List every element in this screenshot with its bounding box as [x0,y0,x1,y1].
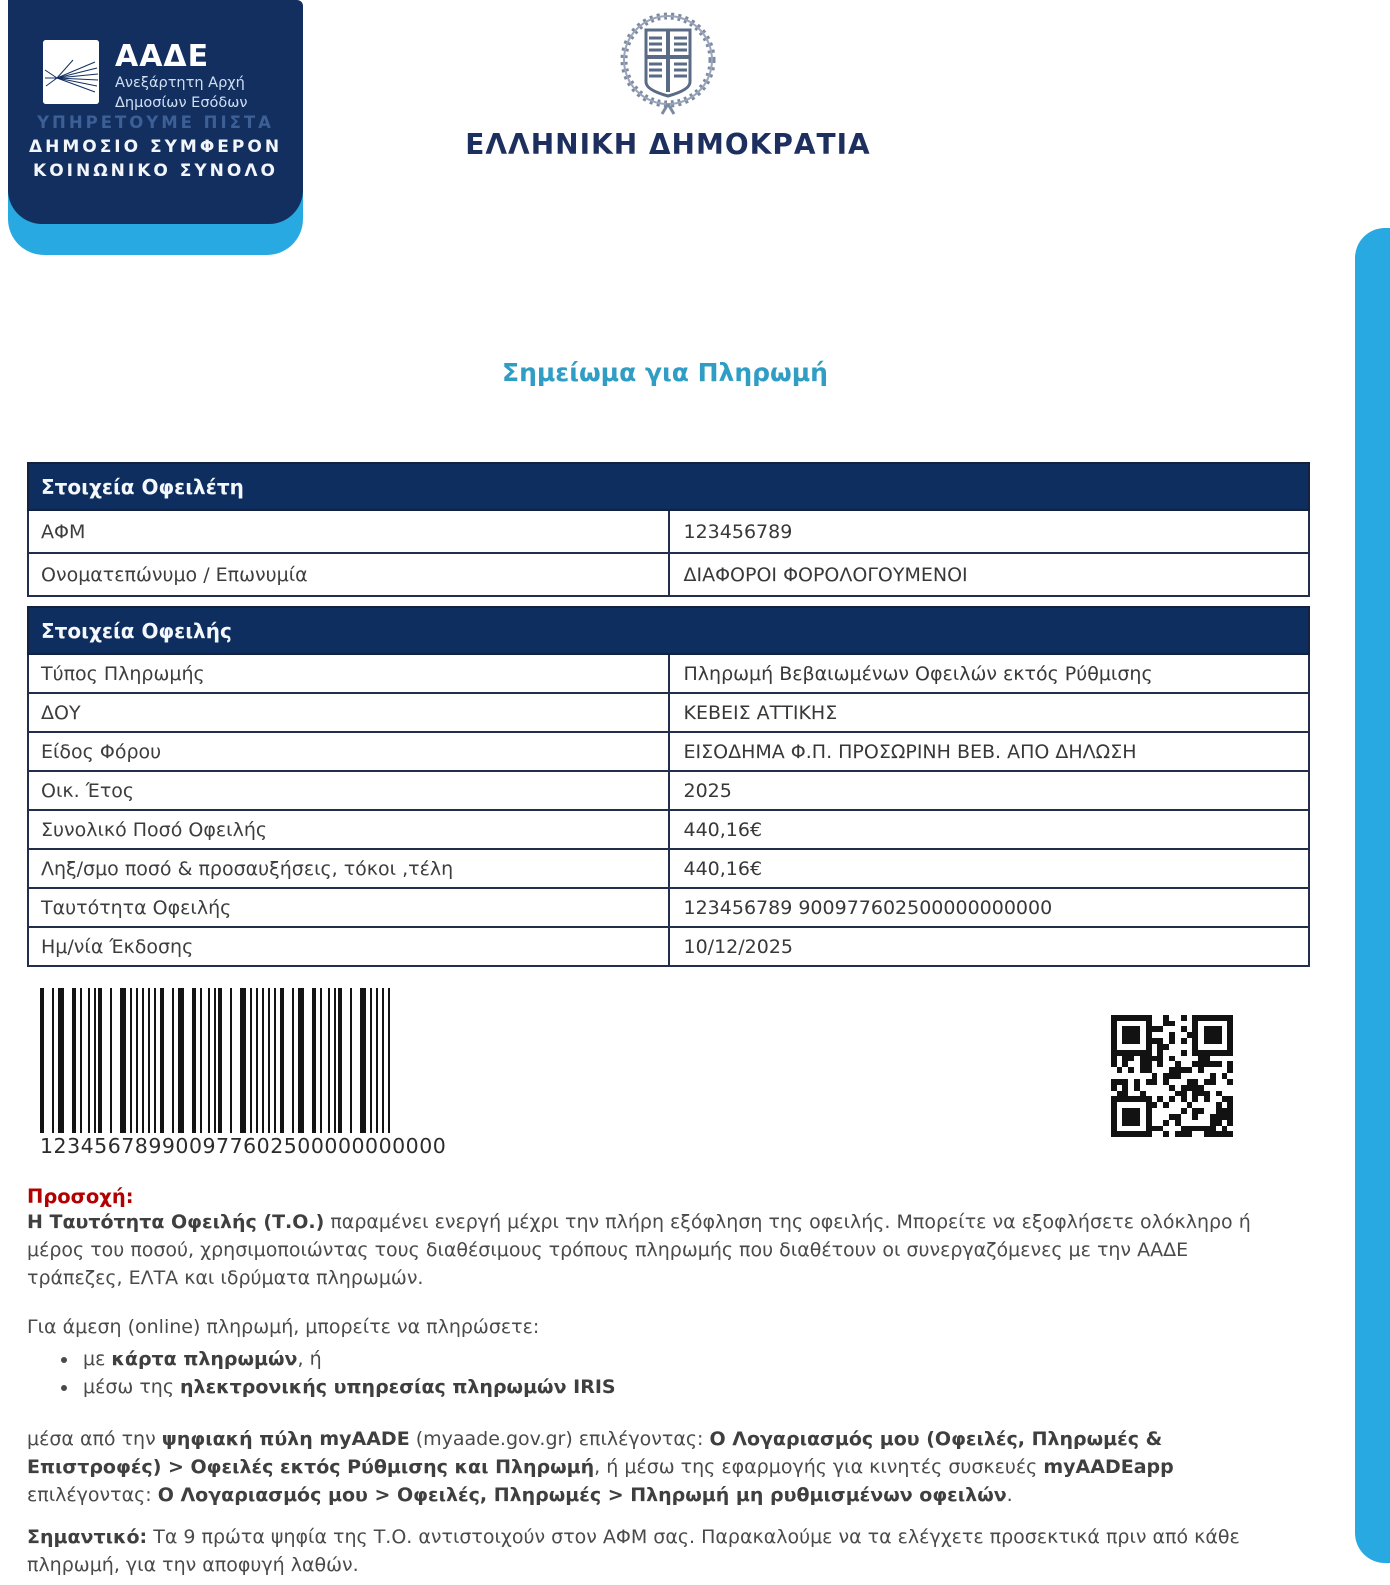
list-item: • μέσω της ηλεκτρονικής υπηρεσίας πληρωμών IRIS [79,1373,616,1401]
greek-coat-of-arms-icon [613,8,723,120]
row-label: ΑΦΜ [28,510,669,553]
row-value: Πληρωμή Βεβαιωμένων Οφειλών εκτός Ρύθμισης [669,654,1310,693]
row-label: Ταυτότητα Οφειλής [28,888,669,927]
table-row [28,732,1309,771]
barcode-block [40,988,447,1158]
table-row [28,810,1309,849]
row-label: Είδος Φόρου [28,732,669,771]
aade-acronym: ΑΑΔΕ [115,39,210,74]
aade-motto-line1: ΥΠΗΡΕΤΟΥΜΕ ΠΙΣΤΑ [37,113,274,132]
table-row [28,849,1309,888]
debtor-table-header: Στοιχεία Οφειλέτη [28,463,1309,510]
right-accent-bar [1355,228,1390,1563]
table-row [28,553,1309,596]
aade-subtitle-line1: Ανεξάρτητη Αρχή [115,75,245,91]
barcode-icon [40,988,392,1133]
row-label: Ονοματεπώνυμο / Επωνυμία [28,553,669,596]
row-value: 10/12/2025 [669,927,1310,966]
table-row [28,510,1309,553]
attention-paragraph: Η Ταυτότητα Οφειλής (Τ.Ο.) παραμένει ενεργή μέχρι την πλήρη εξόφληση της οφειλής. Μπορείτε να εξοφλήσετε ολόκληρο ή μέρος του ποσού, χρησιμοποιώντας τους διαθέσιμους τρόπους πληρωμής που διαθέτουν οι συνεργαζόμενες με την ΑΑΔΕ τράπεζες, ΕΛΤΑ και ιδρύματα πληρωμών. [27,1211,1251,1289]
table-row [28,654,1309,693]
important-paragraph: Σημαντικό: Τα 9 πρώτα ψηφία της Τ.Ο. αντιστοιχούν στον ΑΦΜ σας. Παρακαλούμε να τα ελέγχετε προσεκτικά πριν από κάθε πληρωμή, για την αποφυγή λαθών. [27,1526,1240,1576]
table-row [28,771,1309,810]
row-label: Τύπος Πληρωμής [28,654,669,693]
barcode-number: 123456789900977602500000000000 [40,1134,447,1158]
list-item: • με κάρτα πληρωμών, ή [79,1345,616,1373]
attention-heading: Προσοχή: [27,1185,134,1208]
debt-table [27,606,1310,967]
row-label: Οικ. Έτος [28,771,669,810]
aade-logo-icon [43,40,99,104]
row-value: 123456789 900977602500000000000 [669,888,1310,927]
row-value: ΚΕΒΕΙΣ ΑΤΤΙΚΗΣ [669,693,1310,732]
aade-logo-block [8,0,303,224]
page-title: Σημείωμα για Πληρωμή [502,358,828,387]
row-label: ΔΟΥ [28,693,669,732]
debtor-table [27,462,1310,597]
row-label: Ημ/νία Έκδοσης [28,927,669,966]
row-label: Ληξ/σμο ποσό & προσαυξήσεις, τόκοι ,τέλη [28,849,669,888]
online-payment-intro: Για άμεση (online) πληρωμή, μπορείτε να πληρώσετε: [27,1316,540,1338]
table-row [28,693,1309,732]
portal-instructions-paragraph: μέσα από την ψηφιακή πύλη myAADE (myaade.gov.gr) επιλέγοντας: Ο Λογαριασμός μου (Οφειλές, Πληρωμές & Επιστροφές) > Οφειλές εκτός Ρύθμισης και Πληρωμή, ή μέσω της εφαρμογής για κινητές συσκευές myAADEapp επιλέγοντας: Ο Λογαριασμός μου > Οφειλές, Πληρωμές > Πληρωμή μη ρυθμισμένων οφειλών. [27,1428,1174,1506]
row-value: ΕΙΣΟΔΗΜΑ Φ.Π. ΠΡΟΣΩΡΙΝΗ ΒΕΒ. ΑΠΟ ΔΗΛΩΣΗ [669,732,1310,771]
table-row [28,888,1309,927]
aade-subtitle-line2: Δημοσίων Εσόδων [115,95,248,112]
row-value: ΔΙΑΦΟΡΟΙ ΦΟΡΟΛΟΓΟΥΜΕΝΟΙ [669,553,1310,596]
notes-section [27,1185,1282,1576]
debt-table-header: Στοιχεία Οφειλής [28,607,1309,654]
qr-code-icon [1105,1009,1239,1143]
aade-motto-line3: ΚΟΙΝΩΝΙΚΟ ΣΥΝΟΛΟ [33,161,278,181]
table-row [28,927,1309,966]
row-value: 123456789 [669,510,1310,553]
row-value: 2025 [669,771,1310,810]
aade-motto-line2: ΔΗΜΟΣΙΟ ΣΥΜΦΕΡΟΝ [28,137,283,157]
republic-title: ΕΛΛΗΝΙΚΗ ΔΗΜΟΚΡΑΤΙΑ [465,128,871,161]
row-value: 440,16€ [669,810,1310,849]
online-payment-options [57,1345,616,1401]
row-value: 440,16€ [669,849,1310,888]
row-label: Συνολικό Ποσό Οφειλής [28,810,669,849]
